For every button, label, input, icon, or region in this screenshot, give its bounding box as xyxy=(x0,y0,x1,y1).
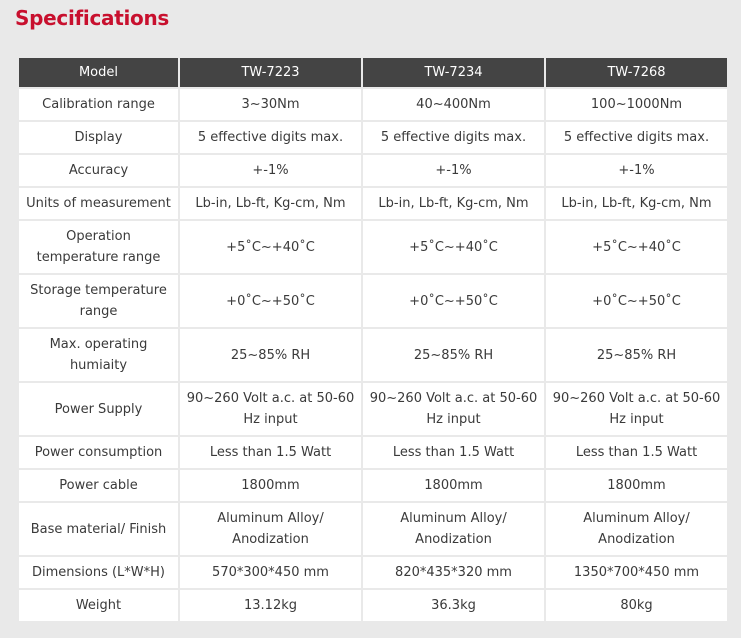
spec-value-cell: 25~85% RH xyxy=(180,329,361,381)
spec-value-cell: +5˚C~+40˚C xyxy=(546,221,727,273)
table-row xyxy=(19,329,727,381)
table-row xyxy=(19,503,727,555)
spec-value-cell: 820*435*320 mm xyxy=(363,557,544,588)
spec-value-cell: +0˚C~+50˚C xyxy=(363,275,544,327)
spec-value-cell: +-1% xyxy=(180,155,361,186)
table-row xyxy=(19,89,727,120)
table-row xyxy=(19,437,727,468)
spec-value-cell: 1350*700*450 mm xyxy=(546,557,727,588)
spec-value-cell: 1800mm xyxy=(363,470,544,501)
row-label: Power consumption xyxy=(19,437,178,468)
spec-value-cell: 36.3kg xyxy=(363,590,544,621)
header-tw-7268: TW-7268 xyxy=(546,58,727,87)
spec-value-cell: +5˚C~+40˚C xyxy=(180,221,361,273)
row-label: Accuracy xyxy=(19,155,178,186)
table-row xyxy=(19,122,727,153)
spec-value-cell: 90~260 Volt a.c. at 50-60 Hz input xyxy=(180,383,361,435)
spec-value-cell: +5˚C~+40˚C xyxy=(363,221,544,273)
row-label: Power Supply xyxy=(19,383,178,435)
table-body xyxy=(19,89,727,621)
table-row xyxy=(19,590,727,621)
spec-value-cell: 80kg xyxy=(546,590,727,621)
spec-value-cell: Less than 1.5 Watt xyxy=(546,437,727,468)
row-label: Units of measurement xyxy=(19,188,178,219)
header-model: Model xyxy=(19,58,178,87)
spec-value-cell: 25~85% RH xyxy=(363,329,544,381)
spec-value-cell: 3~30Nm xyxy=(180,89,361,120)
spec-value-cell: Aluminum Alloy/ Anodization xyxy=(546,503,727,555)
row-label: Calibration range xyxy=(19,89,178,120)
spec-value-cell: 5 effective digits max. xyxy=(363,122,544,153)
spec-value-cell: Less than 1.5 Watt xyxy=(363,437,544,468)
spec-value-cell: 5 effective digits max. xyxy=(180,122,361,153)
header-tw-7223: TW-7223 xyxy=(180,58,361,87)
row-label: Weight xyxy=(19,590,178,621)
spec-value-cell: 1800mm xyxy=(546,470,727,501)
header-tw-7234: TW-7234 xyxy=(363,58,544,87)
row-label: Max. operating humiaity xyxy=(19,329,178,381)
row-label: Operation temperature range xyxy=(19,221,178,273)
table-row xyxy=(19,470,727,501)
specifications-table xyxy=(17,56,729,623)
spec-value-cell: 25~85% RH xyxy=(546,329,727,381)
table-row xyxy=(19,557,727,588)
row-label: Base material/ Finish xyxy=(19,503,178,555)
spec-value-cell: 1800mm xyxy=(180,470,361,501)
spec-value-cell: 13.12kg xyxy=(180,590,361,621)
spec-value-cell: 90~260 Volt a.c. at 50-60 Hz input xyxy=(546,383,727,435)
spec-value-cell: 570*300*450 mm xyxy=(180,557,361,588)
spec-value-cell: 40~400Nm xyxy=(363,89,544,120)
row-label: Power cable xyxy=(19,470,178,501)
spec-value-cell: +0˚C~+50˚C xyxy=(546,275,727,327)
spec-value-cell: Lb-in, Lb-ft, Kg-cm, Nm xyxy=(363,188,544,219)
table-row xyxy=(19,188,727,219)
row-label: Storage temperature range xyxy=(19,275,178,327)
table-header-row xyxy=(19,58,727,87)
spec-value-cell: +-1% xyxy=(546,155,727,186)
row-label: Dimensions (L*W*H) xyxy=(19,557,178,588)
spec-value-cell: Aluminum Alloy/ Anodization xyxy=(180,503,361,555)
table-row xyxy=(19,221,727,273)
page-title: Specifications xyxy=(15,6,170,30)
spec-value-cell: Lb-in, Lb-ft, Kg-cm, Nm xyxy=(180,188,361,219)
table-row xyxy=(19,275,727,327)
spec-value-cell: +0˚C~+50˚C xyxy=(180,275,361,327)
spec-value-cell: Lb-in, Lb-ft, Kg-cm, Nm xyxy=(546,188,727,219)
spec-value-cell: 5 effective digits max. xyxy=(546,122,727,153)
table-row xyxy=(19,383,727,435)
table-row xyxy=(19,155,727,186)
spec-value-cell: +-1% xyxy=(363,155,544,186)
spec-value-cell: 100~1000Nm xyxy=(546,89,727,120)
spec-value-cell: 90~260 Volt a.c. at 50-60 Hz input xyxy=(363,383,544,435)
spec-value-cell: Aluminum Alloy/ Anodization xyxy=(363,503,544,555)
row-label: Display xyxy=(19,122,178,153)
spec-value-cell: Less than 1.5 Watt xyxy=(180,437,361,468)
